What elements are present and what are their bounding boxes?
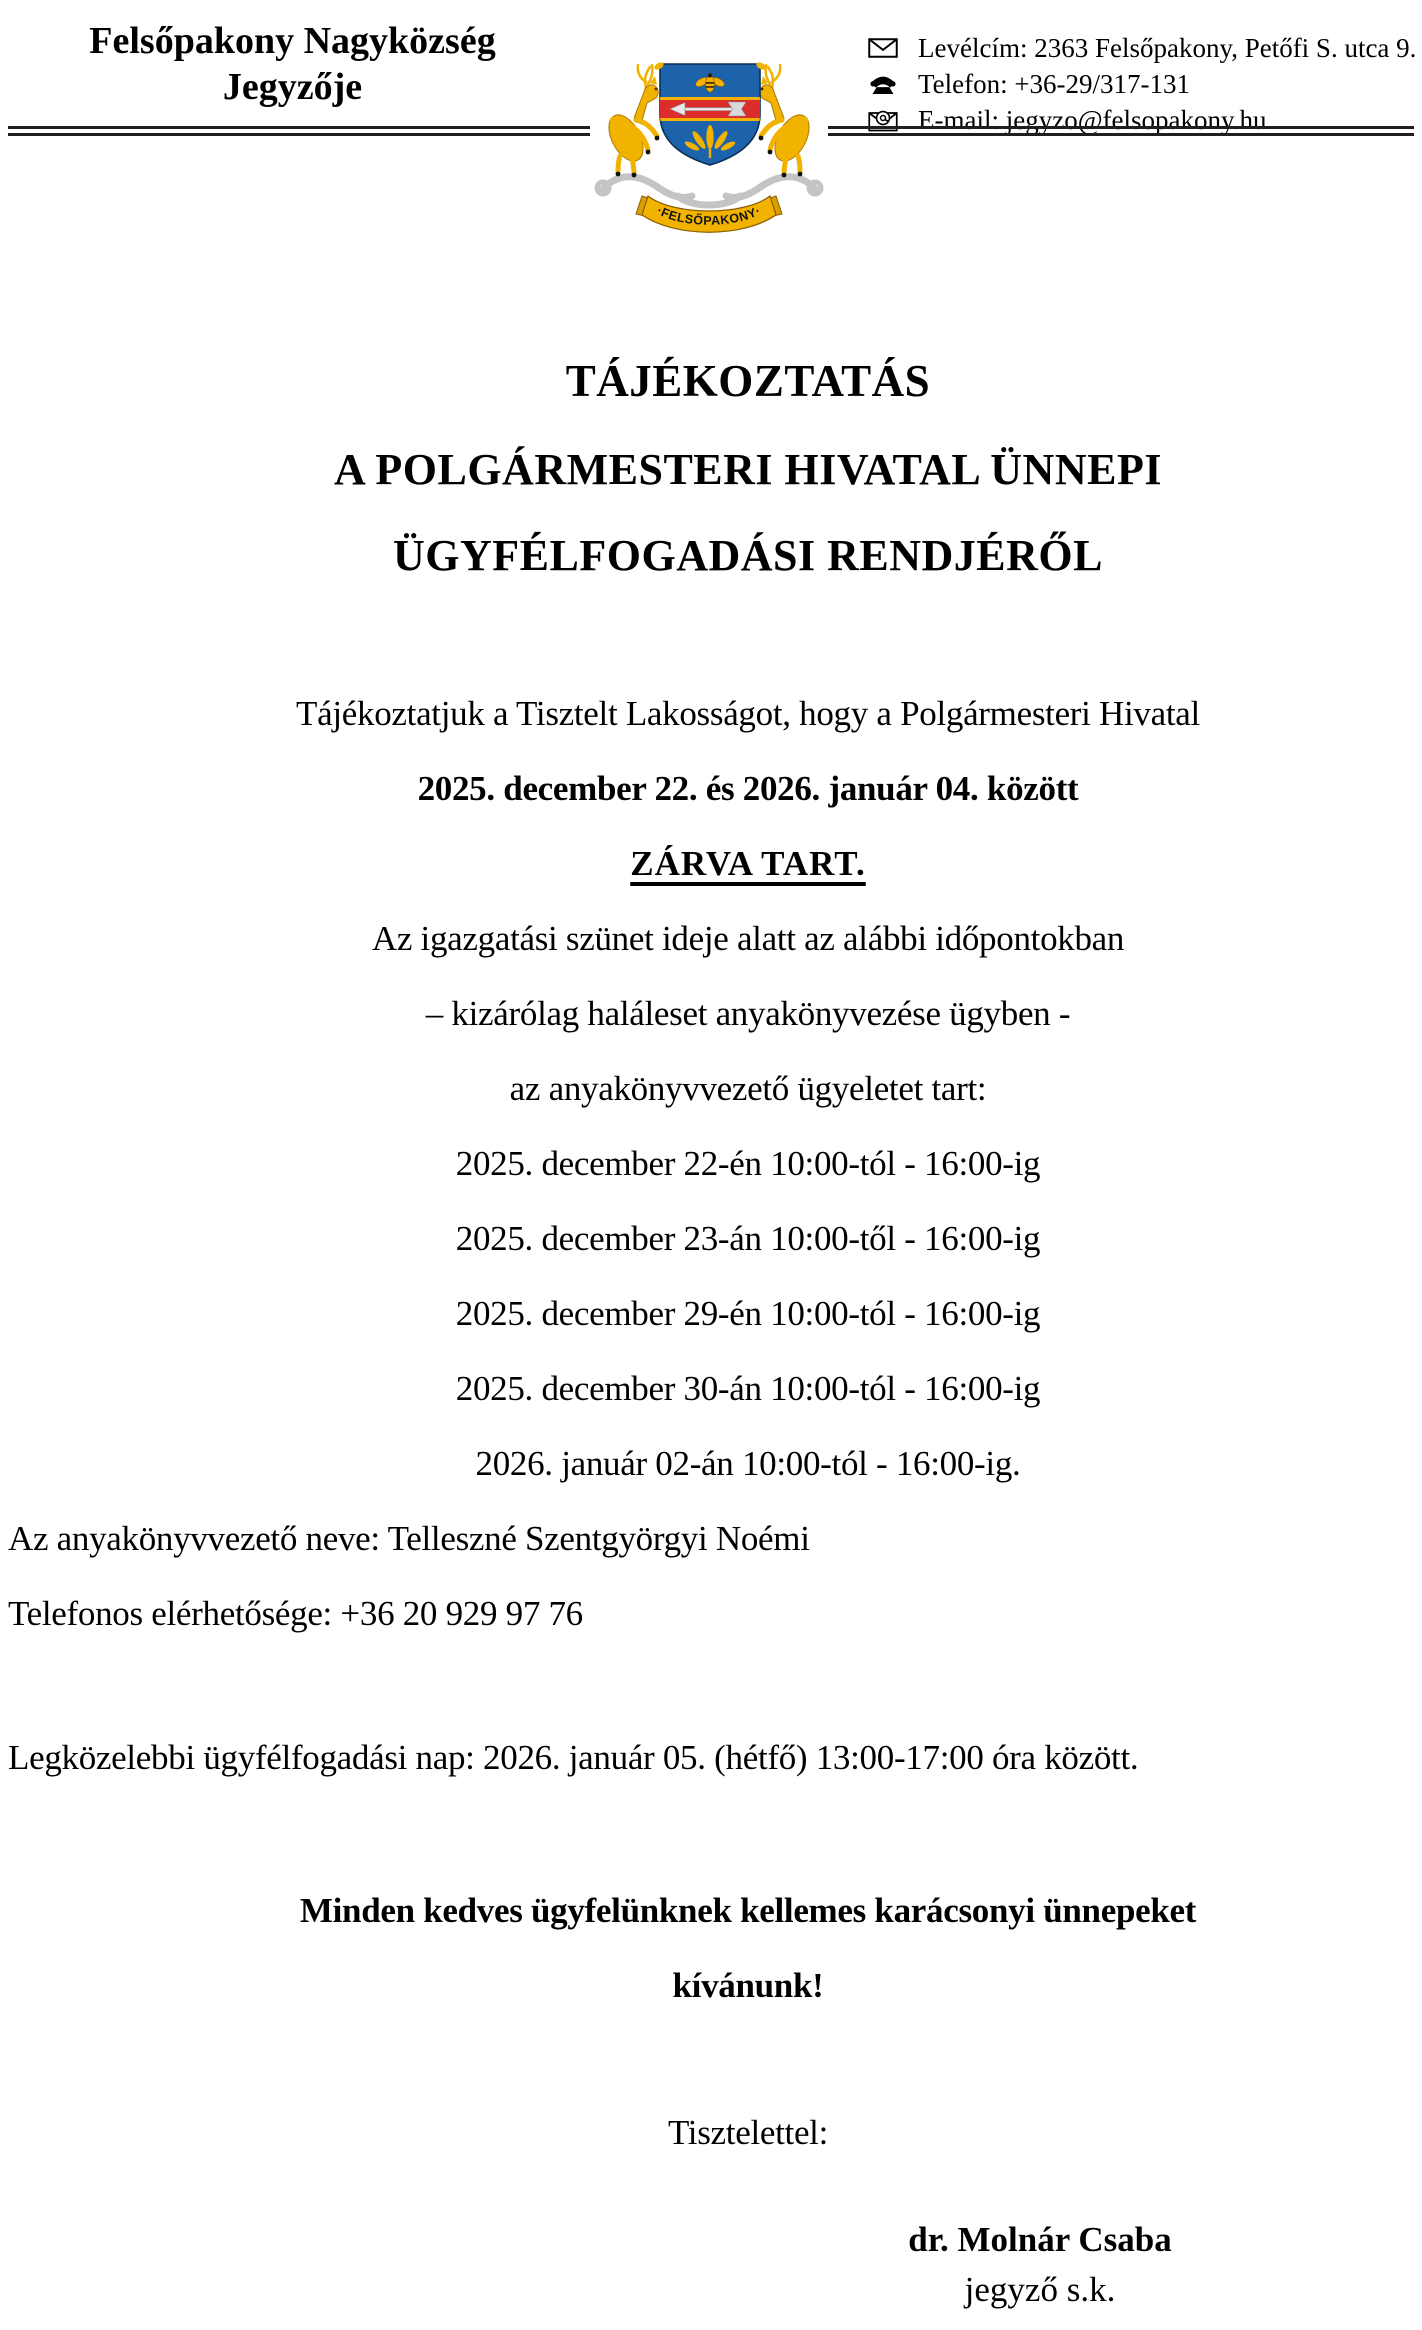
closing-line: Tisztelettel: bbox=[667, 2113, 829, 2152]
issuer-block bbox=[70, 18, 515, 110]
issuer-name-line2: Jegyzője bbox=[222, 66, 363, 108]
document-body bbox=[0, 358, 1422, 2315]
contact-email: E-mail: jegyzo@felsopakony.hu bbox=[918, 104, 1267, 135]
greeting-line1: Minden kedves ügyfelünknek kellemes karácsonyi ünnepeket bbox=[299, 1891, 1197, 1930]
arms-banner-text: ·FELSŐPAKONY· bbox=[654, 203, 764, 228]
registrar-name: Az anyakönyvvezető neve: Telleszné Szentgyörgyi Noémi bbox=[8, 1519, 810, 1558]
duty-time-item: 2025. december 22-én 10:00-tól - 16:00-ig bbox=[455, 1144, 1041, 1183]
signature-title: jegyző s.k. bbox=[964, 2270, 1116, 2309]
duty-time-item: 2026. január 02-án 10:00-tól - 16:00-ig. bbox=[475, 1444, 1021, 1483]
issuer-name-line1: Felsőpakony Nagyközség bbox=[89, 20, 496, 62]
coat-of-arms bbox=[590, 52, 828, 238]
arrow-band bbox=[660, 97, 760, 121]
contact-address: Levélcím: 2363 Felsőpakony, Petőfi S. utca 9. bbox=[918, 32, 1417, 63]
closed-notice: ZÁRVA TART. bbox=[630, 844, 866, 883]
document-title: TÁJÉKOZTATÁS bbox=[565, 356, 931, 406]
contact-block bbox=[866, 30, 1416, 138]
greeting-line2: kívánunk! bbox=[672, 1966, 824, 2005]
contact-address-row bbox=[866, 30, 1416, 66]
signature-block bbox=[840, 2215, 1240, 2315]
contact-phone-row bbox=[866, 66, 1416, 102]
next-open-day: Legközelebbi ügyfélfogadási nap: 2026. január 05. (hétfő) 13:00-17:00 óra között. bbox=[8, 1738, 1139, 1777]
contact-phone: Telefon: +36-29/317-131 bbox=[918, 68, 1191, 99]
duty-intro-line1: Az igazgatási szünet ideje alatt az alábbi időpontokban bbox=[371, 919, 1125, 958]
phone-icon bbox=[866, 73, 900, 95]
registrar-phone: Telefonos elérhetősége: +36 20 929 97 76 bbox=[8, 1594, 583, 1633]
closure-period: 2025. december 22. és 2026. január 04. között bbox=[417, 769, 1079, 808]
duty-intro-line2: – kizárólag haláleset anyakönyvezése ügyben - bbox=[425, 994, 1071, 1033]
duty-time-item: 2025. december 30-án 10:00-tól - 16:00-ig bbox=[455, 1369, 1041, 1408]
signature-name: dr. Molnár Csaba bbox=[908, 2220, 1172, 2259]
duty-time-item: 2025. december 29-én 10:00-tól - 16:00-ig bbox=[455, 1294, 1041, 1333]
intro-line: Tájékoztatjuk a Tisztelt Lakosságot, hogy a Polgármesteri Hivatal bbox=[296, 694, 1200, 733]
document-subtitle-line2: ÜGYFÉLFOGADÁSI RENDJÉRŐL bbox=[393, 531, 1103, 580]
envelope-icon bbox=[866, 37, 900, 59]
duty-intro-line3: az anyakönyvvezető ügyeletet tart: bbox=[509, 1069, 987, 1108]
document-subtitle-line1: A POLGÁRMESTERI HIVATAL ÜNNEPI bbox=[334, 445, 1162, 494]
duty-time-item: 2025. december 23-án 10:00-től - 16:00-ig bbox=[455, 1219, 1041, 1258]
